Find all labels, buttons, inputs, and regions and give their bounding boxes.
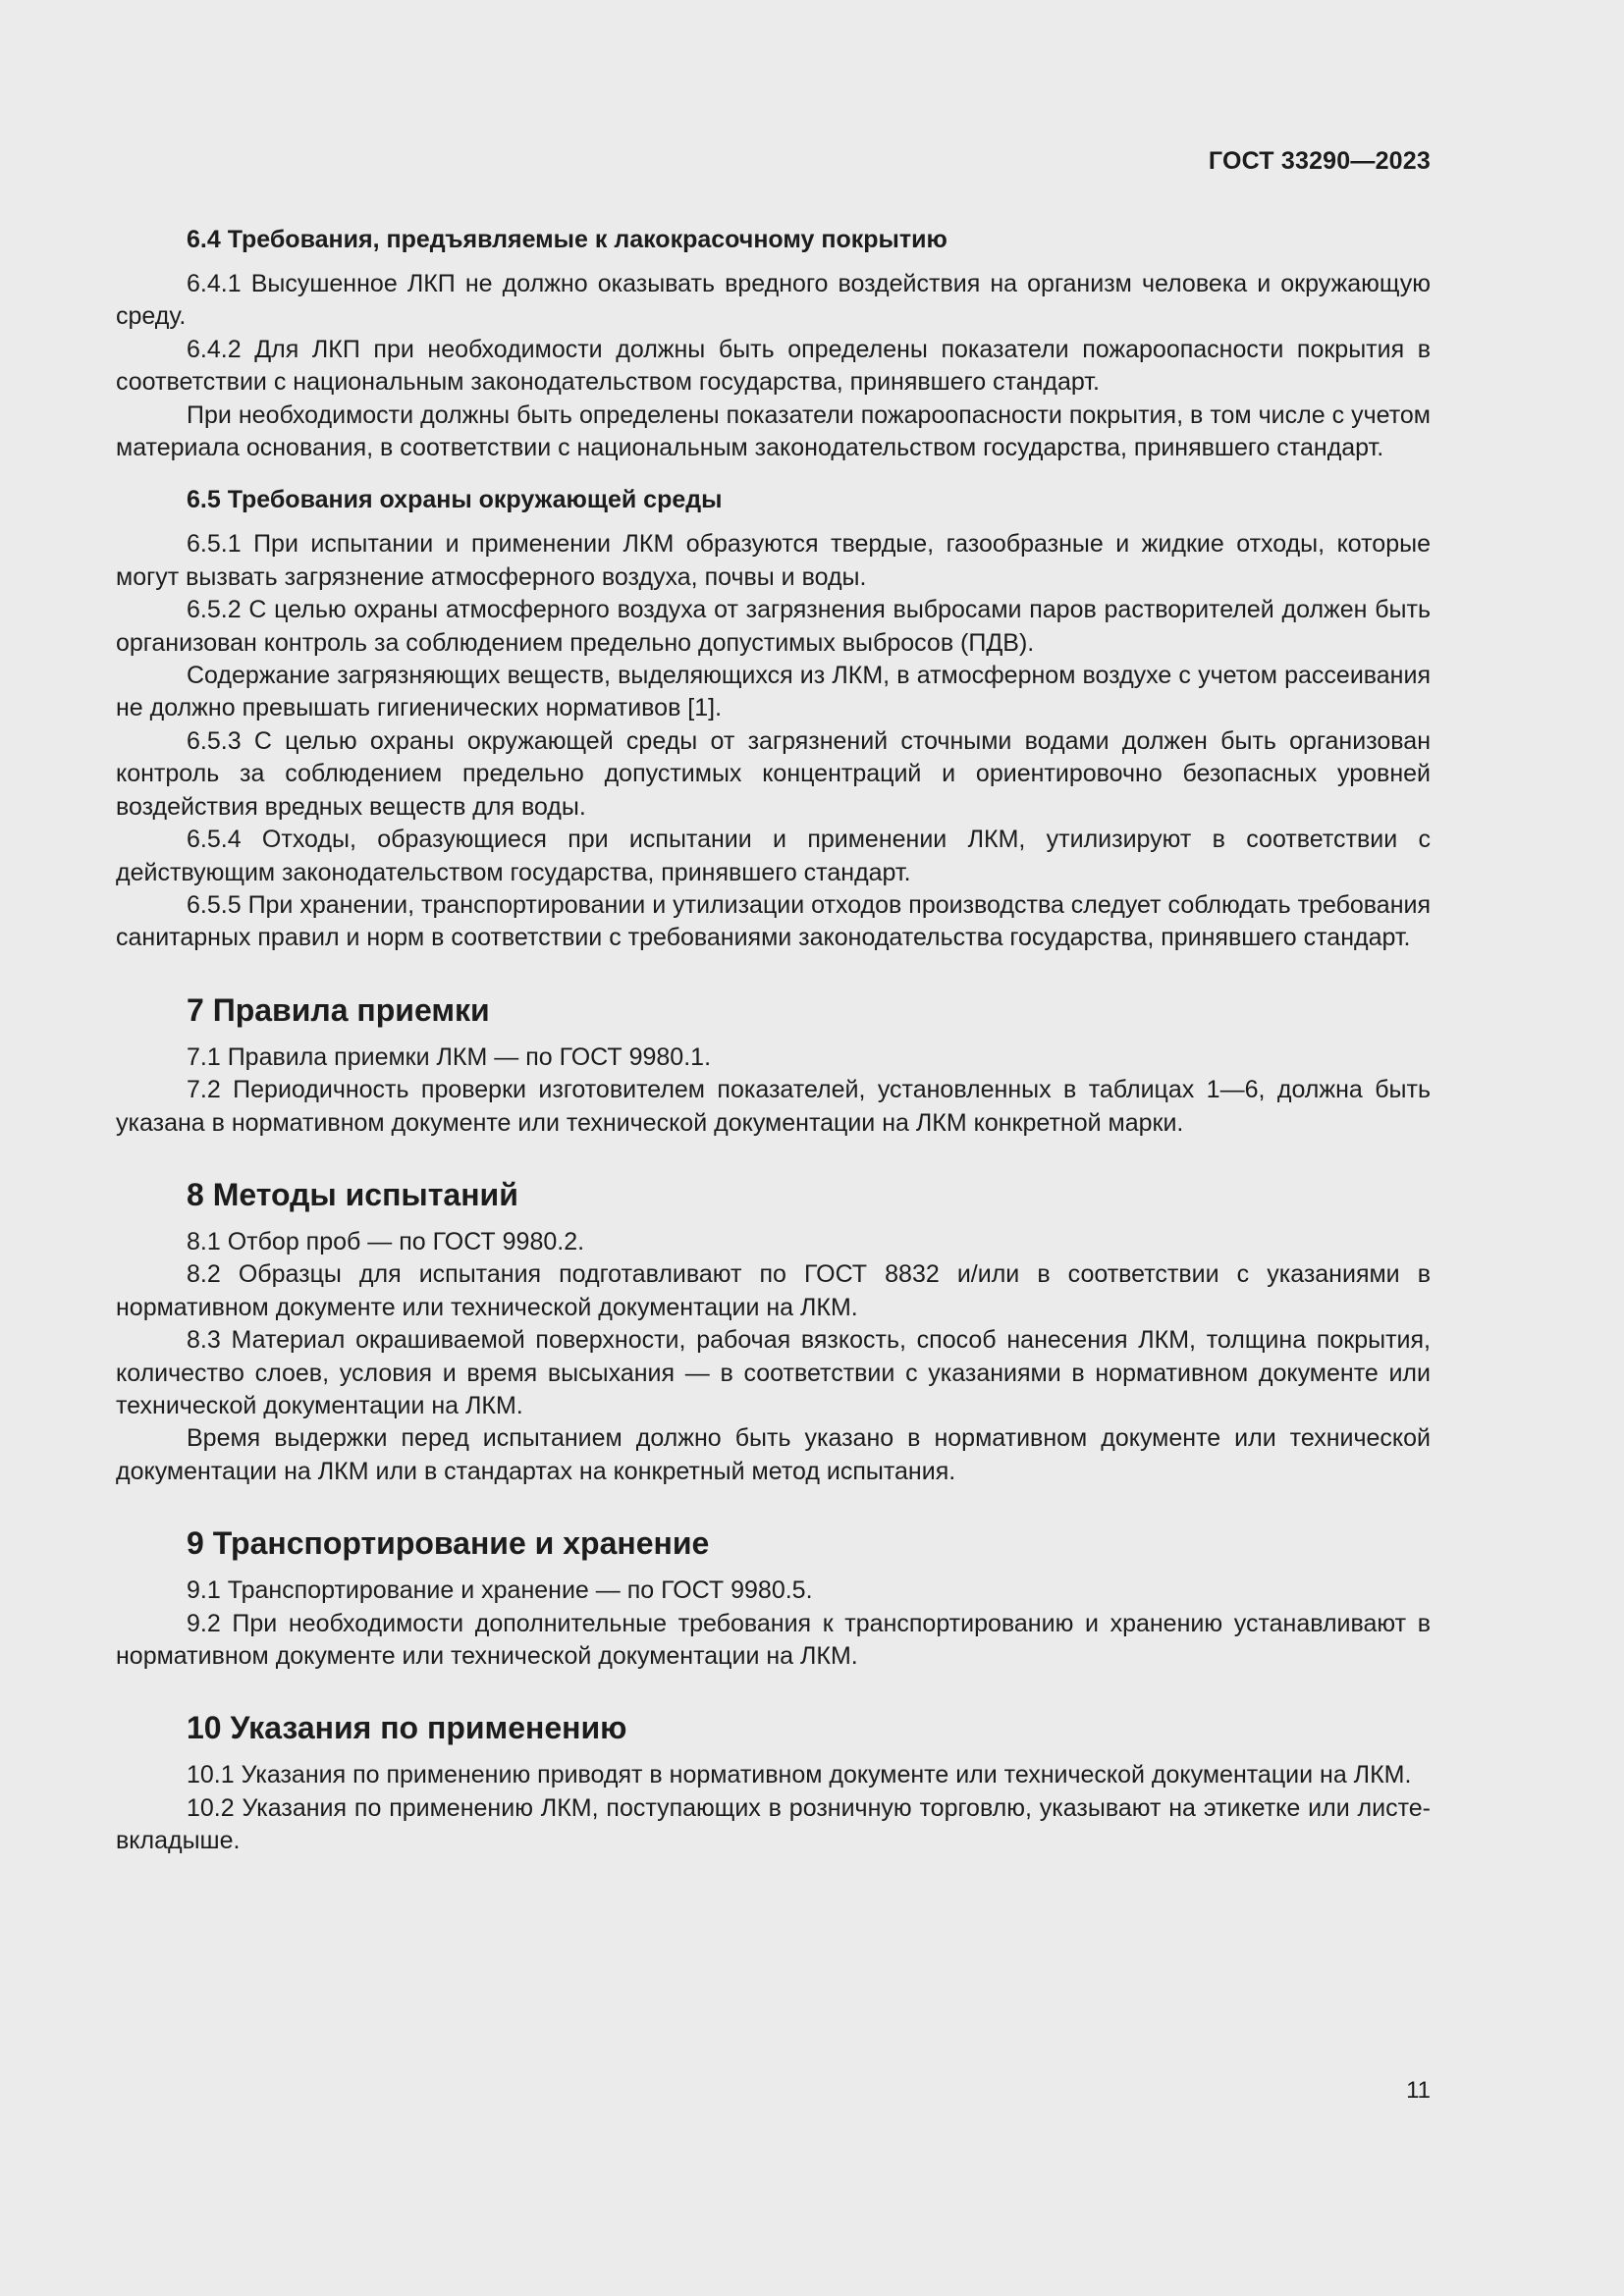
paragraph: 9.1 Транспортирование и хранение — по ГОСТ 9980.5.: [187, 1576, 813, 1605]
paragraph: 7.1 Правила приемки ЛКМ — по ГОСТ 9980.1.: [187, 1042, 712, 1071]
document-page: [116, 0, 1431, 2296]
paragraph: 6.5.2 С целью охраны атмосферного воздуха от загрязнения выбросами паров растворителей должен быть организован контроль за соблюдением предельно допустимых выбросов (ПДВ).: [116, 596, 1431, 657]
section-8: [116, 1175, 1431, 1488]
section-title: 9 Транспортирование и хранение: [187, 1525, 710, 1562]
paragraph: 10.2 Указания по применению ЛКМ, поступающих в розничную торговлю, указывают на этикетке или листе-вкладыше.: [116, 1793, 1431, 1855]
paragraph: 9.2 При необходимости дополнительные требования к транспортированию и хранению устанавливают в нормативном документе или технической документации на ЛКМ.: [116, 1609, 1431, 1670]
paragraph: 6.4.1 Высушенное ЛКП не должно оказывать вредного воздействия на организм человека и окружающую среду.: [116, 270, 1431, 331]
section-9: [116, 1523, 1431, 1673]
subsection-title: 6.4 Требования, предъявляемые к лакокрасочному покрытию: [187, 226, 947, 253]
paragraph: 6.5.5 При хранении, транспортировании и утилизации отходов производства следует соблюдать требования санитарных правил и норм в соответствии с требованиями законодательства государства, принявшего стандарт.: [116, 890, 1431, 952]
section-10: [116, 1708, 1431, 1857]
paragraph: 6.5.4 Отходы, образующиеся при испытании и применении ЛКМ, утилизируют в соответствии с действующим законодательством государства, принявшего стандарт.: [116, 826, 1431, 886]
paragraph: 8.1 Отбор проб — по ГОСТ 9980.2.: [187, 1227, 585, 1255]
section-title: 7 Правила приемки: [187, 991, 490, 1028]
section-title: 10 Указания по применению: [187, 1710, 627, 1746]
section-7: [116, 990, 1431, 1140]
paragraph: 8.3 Материал окрашиваемой поверхности, рабочая вязкость, способ нанесения ЛКМ, толщина покрытия, количество слоев, условия и время высыхания — в соответствии с указаниями в нормативном документе или технической документации на ЛКМ.: [116, 1326, 1431, 1419]
paragraph: 6.5.3 С целью охраны окружающей среды от загрязнений сточными водами должен быть организован контроль за соблюдением предельно допустимых концентраций и ориентировочно безопасных уровней воздействия вредных веществ для воды.: [116, 726, 1431, 821]
paragraph: При необходимости должны быть определены показатели пожароопасности покрытия, в том числе с учетом материала основания, в соответствии с национальным законодательством государства, принявшего стандарт.: [116, 400, 1431, 462]
paragraph: 10.1 Указания по применению приводят в нормативном документе или технической документации на ЛКМ.: [187, 1761, 1412, 1789]
paragraph: Время выдержки перед испытанием должно быть указано в нормативном документе или технической документации на ЛКМ или в стандартах на конкретный метод испытания.: [116, 1424, 1431, 1485]
paragraph: 6.4.2 Для ЛКП при необходимости должны быть определены показатели пожароопасности покрытия в соответствии с национальным законодательством государства, принявшего стандарт.: [116, 335, 1431, 397]
paragraph: 8.2 Образцы для испытания подготавливают по ГОСТ 8832 и/или в соответствии с указаниями в нормативном документе или технической документации на ЛКМ.: [116, 1260, 1431, 1321]
document-code: ГОСТ 33290—2023: [1208, 147, 1431, 175]
subsection-6-5: [116, 484, 1431, 954]
document-body: [116, 224, 1431, 1858]
subsection-title: 6.5 Требования охраны окружающей среды: [187, 486, 723, 514]
subsection-6-4: [116, 224, 1431, 464]
paragraph: 6.5.1 При испытании и применении ЛКМ образуются твердые, газообразные и жидкие отходы, которые могут вызвать загрязнение атмосферного воздуха, почвы и воды.: [116, 530, 1431, 591]
paragraph: 7.2 Периодичность проверки изготовителем показателей, установленных в таблицах 1—6, должна быть указана в нормативном документе или технической документации на ЛКМ конкретной марки.: [116, 1076, 1431, 1137]
section-title: 8 Методы испытаний: [187, 1176, 518, 1212]
page-number: 11: [1406, 2077, 1431, 2104]
paragraph: Содержание загрязняющих веществ, выделяющихся из ЛКМ, в атмосферном воздухе с учетом рассеивания не должно превышать гигиенических нормативов [1].: [116, 662, 1431, 722]
